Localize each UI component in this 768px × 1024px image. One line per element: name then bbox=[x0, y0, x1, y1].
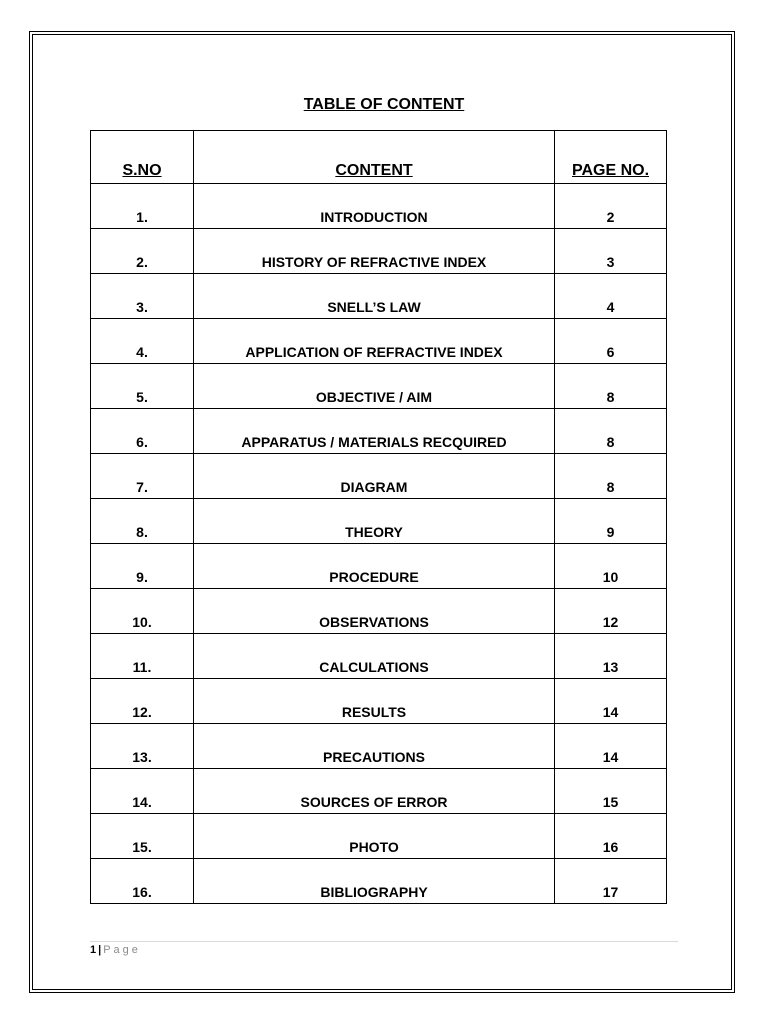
row-content: PHOTO bbox=[194, 814, 555, 859]
table-row bbox=[91, 679, 667, 724]
row-serial-number: 16. bbox=[91, 859, 194, 904]
row-page-number: 6 bbox=[555, 319, 667, 364]
table-row bbox=[91, 184, 667, 229]
row-serial-number: 3. bbox=[91, 274, 194, 319]
row-content: INTRODUCTION bbox=[194, 184, 555, 229]
table-row bbox=[91, 409, 667, 454]
table-row bbox=[91, 499, 667, 544]
table-row bbox=[91, 634, 667, 679]
row-page-number: 12 bbox=[555, 589, 667, 634]
row-page-number: 4 bbox=[555, 274, 667, 319]
row-page-number: 14 bbox=[555, 679, 667, 724]
header-page-number: PAGE NO. bbox=[555, 131, 667, 184]
row-page-number: 16 bbox=[555, 814, 667, 859]
table-row bbox=[91, 229, 667, 274]
header-content: CONTENT bbox=[194, 131, 555, 184]
table-row bbox=[91, 589, 667, 634]
table-row bbox=[91, 769, 667, 814]
row-serial-number: 13. bbox=[91, 724, 194, 769]
table-of-contents bbox=[90, 130, 667, 904]
row-content: HISTORY OF REFRACTIVE INDEX bbox=[194, 229, 555, 274]
row-content: SOURCES OF ERROR bbox=[194, 769, 555, 814]
row-serial-number: 6. bbox=[91, 409, 194, 454]
row-serial-number: 1. bbox=[91, 184, 194, 229]
row-serial-number: 9. bbox=[91, 544, 194, 589]
row-page-number: 8 bbox=[555, 364, 667, 409]
table-row bbox=[91, 274, 667, 319]
row-content: APPLICATION OF REFRACTIVE INDEX bbox=[194, 319, 555, 364]
footer-page-number: 1 bbox=[90, 944, 97, 956]
row-serial-number: 8. bbox=[91, 499, 194, 544]
row-serial-number: 14. bbox=[91, 769, 194, 814]
row-page-number: 3 bbox=[555, 229, 667, 274]
row-page-number: 2 bbox=[555, 184, 667, 229]
table-row bbox=[91, 364, 667, 409]
row-page-number: 8 bbox=[555, 454, 667, 499]
table-header-row bbox=[91, 131, 667, 184]
row-content: THEORY bbox=[194, 499, 555, 544]
row-serial-number: 10. bbox=[91, 589, 194, 634]
row-serial-number: 5. bbox=[91, 364, 194, 409]
row-page-number: 9 bbox=[555, 499, 667, 544]
table-row bbox=[91, 859, 667, 904]
table-row bbox=[91, 544, 667, 589]
row-serial-number: 7. bbox=[91, 454, 194, 499]
row-content: PROCEDURE bbox=[194, 544, 555, 589]
row-content: DIAGRAM bbox=[194, 454, 555, 499]
footer-page-label: Page bbox=[103, 944, 141, 956]
footer-separator: | bbox=[98, 944, 102, 956]
row-content: OBSERVATIONS bbox=[194, 589, 555, 634]
row-content: SNELL’S LAW bbox=[194, 274, 555, 319]
footer-divider bbox=[90, 941, 678, 942]
row-serial-number: 11. bbox=[91, 634, 194, 679]
row-serial-number: 15. bbox=[91, 814, 194, 859]
header-serial-number: S.NO bbox=[91, 131, 194, 184]
row-page-number: 14 bbox=[555, 724, 667, 769]
row-content: OBJECTIVE / AIM bbox=[194, 364, 555, 409]
page-title: TABLE OF CONTENT bbox=[303, 96, 465, 113]
row-content: RESULTS bbox=[194, 679, 555, 724]
page-footer bbox=[90, 944, 141, 956]
row-page-number: 8 bbox=[555, 409, 667, 454]
table-row bbox=[91, 724, 667, 769]
row-content: CALCULATIONS bbox=[194, 634, 555, 679]
table-row bbox=[91, 319, 667, 364]
row-content: APPARATUS / MATERIALS RECQUIRED bbox=[194, 409, 555, 454]
row-page-number: 15 bbox=[555, 769, 667, 814]
row-content: PRECAUTIONS bbox=[194, 724, 555, 769]
row-page-number: 10 bbox=[555, 544, 667, 589]
row-content: BIBLIOGRAPHY bbox=[194, 859, 555, 904]
row-page-number: 13 bbox=[555, 634, 667, 679]
row-serial-number: 12. bbox=[91, 679, 194, 724]
table-row bbox=[91, 454, 667, 499]
row-serial-number: 2. bbox=[91, 229, 194, 274]
row-page-number: 17 bbox=[555, 859, 667, 904]
table-row bbox=[91, 814, 667, 859]
row-serial-number: 4. bbox=[91, 319, 194, 364]
